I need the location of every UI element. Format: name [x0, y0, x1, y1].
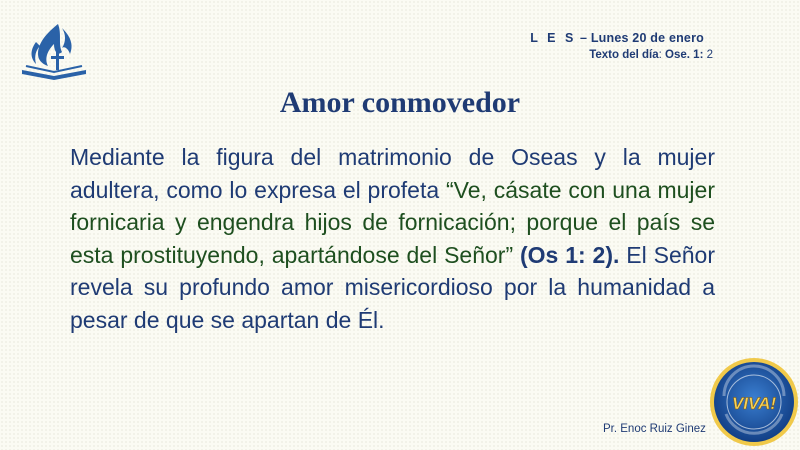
badge-text: VIVA!: [731, 394, 777, 413]
lesson-date: L E S – Lunes 20 de enero: [530, 31, 704, 45]
bible-quote: “Ve, cásate con una mujer fornicaria y engendra hijos de fornicación; porque el país se esta prostituyendo, apartándose del Señor”: [70, 176, 715, 268]
slide-title: Amor conmovedor: [279, 86, 521, 119]
verse-of-the-day: Texto del día: Ose. 1: 2: [589, 49, 713, 61]
church-logo: [18, 22, 90, 84]
header: [530, 31, 713, 61]
study-badge-logo: [708, 356, 800, 448]
body-paragraph: Mediante la figura del matrimonio de Oseas y la mujer adultera, como lo expresa el profeta “Ve, cásate con una mujer fornicaria y engendra hijos de fornicación; porque el país se esta prostituyendo, apartándose del Señor” (Os 1: 2). El Señor revela su profundo amor misericordioso por la humanidad a pesar de que se apartan de Él.: [70, 144, 716, 333]
author-name: Pr. Enoc Ruiz Ginez: [603, 423, 706, 435]
verse-reference: (Os 1: 2).: [520, 241, 620, 268]
